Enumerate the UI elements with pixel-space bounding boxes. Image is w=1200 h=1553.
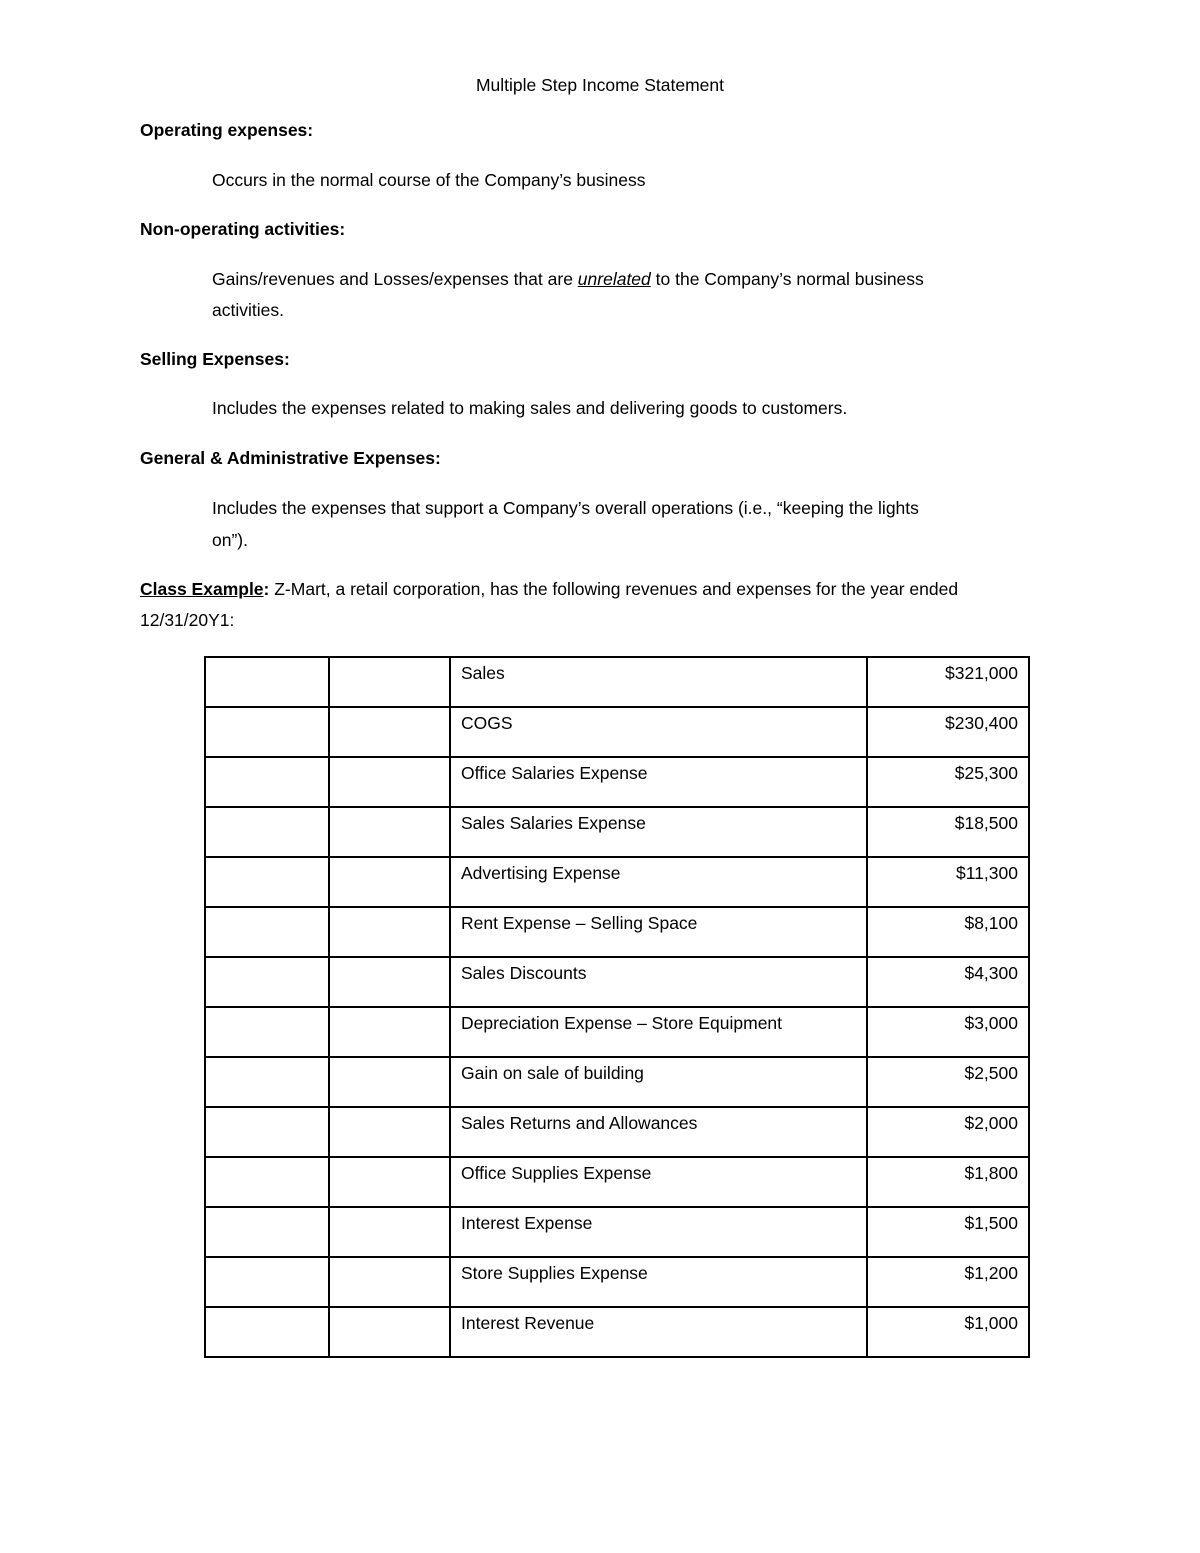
amount: $1,000 <box>867 1307 1029 1357</box>
empty-cell <box>205 1007 329 1057</box>
empty-cell <box>329 1007 450 1057</box>
operating-expenses-text: Occurs in the normal course of the Company’s business <box>212 170 646 190</box>
empty-cell <box>205 907 329 957</box>
account-name: COGS <box>450 707 867 757</box>
heading-general-admin: General & Administrative Expenses: <box>140 448 441 468</box>
empty-cell <box>329 757 450 807</box>
table-row <box>205 957 1029 1007</box>
table-row <box>205 657 1029 707</box>
account-name: Office Salaries Expense <box>450 757 867 807</box>
amount: $4,300 <box>867 957 1029 1007</box>
empty-cell <box>205 1307 329 1357</box>
non-operating-text <box>212 268 924 290</box>
table-row <box>205 1257 1029 1307</box>
class-example-intro <box>140 578 958 600</box>
account-name: Office Supplies Expense <box>450 1157 867 1207</box>
account-name: Interest Expense <box>450 1207 867 1257</box>
table-row <box>205 1157 1029 1207</box>
table-row <box>205 857 1029 907</box>
amount: $3,000 <box>867 1007 1029 1057</box>
amount: $1,200 <box>867 1257 1029 1307</box>
empty-cell <box>205 1107 329 1157</box>
account-name: Interest Revenue <box>450 1307 867 1357</box>
empty-cell <box>205 1157 329 1207</box>
empty-cell <box>205 957 329 1007</box>
amount: $25,300 <box>867 757 1029 807</box>
general-admin-text: Includes the expenses that support a Company’s overall operations (i.e., “keeping the lights <box>212 498 919 518</box>
table-row <box>205 907 1029 957</box>
heading-operating-expenses: Operating expenses: <box>140 120 314 140</box>
account-name: Depreciation Expense – Store Equipment <box>450 1007 867 1057</box>
empty-cell <box>329 707 450 757</box>
emphasis-unrelated: unrelated <box>577 269 651 289</box>
class-example-date: 12/31/20Y1: <box>140 610 235 630</box>
heading-non-operating: Non-operating activities: <box>140 219 346 239</box>
empty-cell <box>205 707 329 757</box>
colon: : <box>263 579 270 599</box>
table-row <box>205 1107 1029 1157</box>
text-part: to the Company’s normal business <box>650 269 924 289</box>
amount: $18,500 <box>867 807 1029 857</box>
table-row <box>205 1007 1029 1057</box>
selling-expenses-text: Includes the expenses related to making sales and delivering goods to customers. <box>212 398 848 418</box>
account-name: Gain on sale of building <box>450 1057 867 1107</box>
amount: $2,000 <box>867 1107 1029 1157</box>
empty-cell <box>205 657 329 707</box>
general-admin-text-line2: on”). <box>212 530 248 550</box>
empty-cell <box>329 657 450 707</box>
class-example-text: Z-Mart, a retail corporation, has the following revenues and expenses for the year ended <box>269 579 959 599</box>
empty-cell <box>205 1257 329 1307</box>
accounts-table <box>204 656 1030 1358</box>
empty-cell <box>205 857 329 907</box>
empty-cell <box>329 1107 450 1157</box>
table-row <box>205 757 1029 807</box>
table-row <box>205 1057 1029 1107</box>
empty-cell <box>205 757 329 807</box>
amount: $11,300 <box>867 857 1029 907</box>
page-title: Multiple Step Income Statement <box>475 75 725 95</box>
non-operating-text-line2: activities. <box>212 300 284 320</box>
empty-cell <box>329 1157 450 1207</box>
empty-cell <box>329 1057 450 1107</box>
empty-cell <box>329 1307 450 1357</box>
amount: $8,100 <box>867 907 1029 957</box>
class-example-label: Class Example <box>140 579 264 599</box>
account-name: Rent Expense – Selling Space <box>450 907 867 957</box>
table-row <box>205 1207 1029 1257</box>
empty-cell <box>329 1257 450 1307</box>
table-row <box>205 1307 1029 1357</box>
table-row <box>205 807 1029 857</box>
heading-selling-expenses: Selling Expenses: <box>140 349 290 369</box>
account-name: Store Supplies Expense <box>450 1257 867 1307</box>
account-name: Advertising Expense <box>450 857 867 907</box>
empty-cell <box>205 807 329 857</box>
account-name: Sales Salaries Expense <box>450 807 867 857</box>
empty-cell <box>205 1207 329 1257</box>
empty-cell <box>329 857 450 907</box>
amount: $1,500 <box>867 1207 1029 1257</box>
empty-cell <box>329 907 450 957</box>
account-name: Sales <box>450 657 867 707</box>
account-name: Sales Returns and Allowances <box>450 1107 867 1157</box>
empty-cell <box>329 807 450 857</box>
amount: $1,800 <box>867 1157 1029 1207</box>
text-part: Gains/revenues and Losses/expenses that are <box>212 269 578 289</box>
account-name: Sales Discounts <box>450 957 867 1007</box>
amount: $321,000 <box>867 657 1029 707</box>
table-row <box>205 707 1029 757</box>
empty-cell <box>329 957 450 1007</box>
empty-cell <box>205 1057 329 1107</box>
amount: $2,500 <box>867 1057 1029 1107</box>
amount: $230,400 <box>867 707 1029 757</box>
empty-cell <box>329 1207 450 1257</box>
